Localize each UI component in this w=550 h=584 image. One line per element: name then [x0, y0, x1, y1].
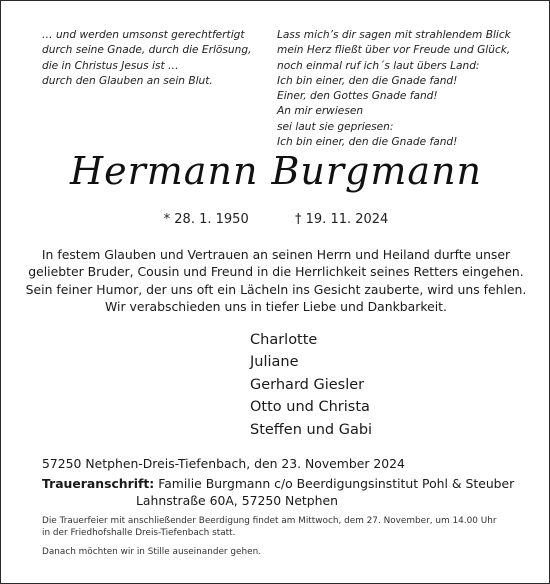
address-line: Familie Burgmann c/o Beerdigungsinstitut Pohl & Steuber	[158, 476, 515, 491]
verse-line: An mir erwiesen	[277, 105, 364, 118]
statement-line: Sein feiner Humor, der uns oft ein Lächeln ins Gesicht zauberte, wird uns fehlen.	[25, 281, 527, 297]
closing-note: Danach möchten wir in Stille auseinander gehen.	[42, 547, 262, 557]
verse-line: … und werden umsonst gerechtfertigt	[42, 29, 245, 41]
mourners-list	[250, 329, 372, 441]
obituary-statement	[1, 246, 550, 316]
service-line: in der Friedhofshalle Dreis-Tiefenbach statt.	[42, 528, 236, 539]
verse-line: mein Herz fließt über vor Freude und Glück,	[277, 44, 511, 57]
service-line: Die Trauerfeier mit anschließender Beerdigung findet am Mittwoch, dem 27. November, um 14.00 Uhr	[42, 516, 497, 526]
verse-line: Ich bin einer, den die Gnade fand!	[277, 136, 458, 149]
verse-line: Ich bin einer, den die Gnade fand!	[277, 74, 458, 87]
verse-line: Einer, den Gottes Gnade fand!	[277, 90, 438, 103]
mourner-name: Otto und Christa	[250, 399, 370, 416]
statement-line: In festem Glauben und Vertrauen an seinen Herrn und Heiland durfte unser	[41, 247, 511, 262]
deceased-name: Hermann Burgmann	[69, 149, 483, 193]
verse-line: durch seine Gnade, durch die Erlösung,	[42, 44, 252, 57]
place-date: 57250 Netphen-Dreis-Tiefenbach, den 23. November 2024	[42, 456, 405, 471]
service-info	[42, 515, 497, 540]
bible-verse	[42, 28, 251, 89]
verse-line: sei laut sie gepriesen:	[277, 120, 394, 133]
mourning-address	[42, 475, 514, 509]
hymn-verse	[277, 28, 511, 150]
statement-line: geliebter Bruder, Cousin und Freund in die Herrlichkeit seines Retters eingehen.	[28, 264, 524, 280]
verse-line: durch den Glauben an sein Blut.	[42, 74, 213, 87]
mourner-name: Gerhard Giesler	[250, 376, 365, 393]
address-line: Lahnstraße 60A, 57250 Netphen	[136, 493, 338, 508]
mourner-name: Juliane	[250, 354, 299, 371]
mourner-name: Charlotte	[250, 332, 318, 348]
address-label: Traueranschrift:	[42, 476, 155, 491]
verse-line: noch einmal ruf ich´s laut übers Land:	[277, 59, 480, 72]
verse-line: Lass mich’s dir sagen mit strahlendem Blick	[277, 29, 511, 41]
birth-date: * 28. 1. 1950	[163, 212, 249, 227]
mourner-name: Steffen und Gabi	[250, 421, 373, 438]
death-date: † 19. 11. 2024	[295, 212, 389, 227]
verse-line: die in Christus Jesus ist …	[42, 59, 179, 72]
life-dates	[1, 212, 550, 227]
statement-line: Wir verabschieden uns in tiefer Liebe und Dankbarkeit.	[105, 299, 447, 315]
